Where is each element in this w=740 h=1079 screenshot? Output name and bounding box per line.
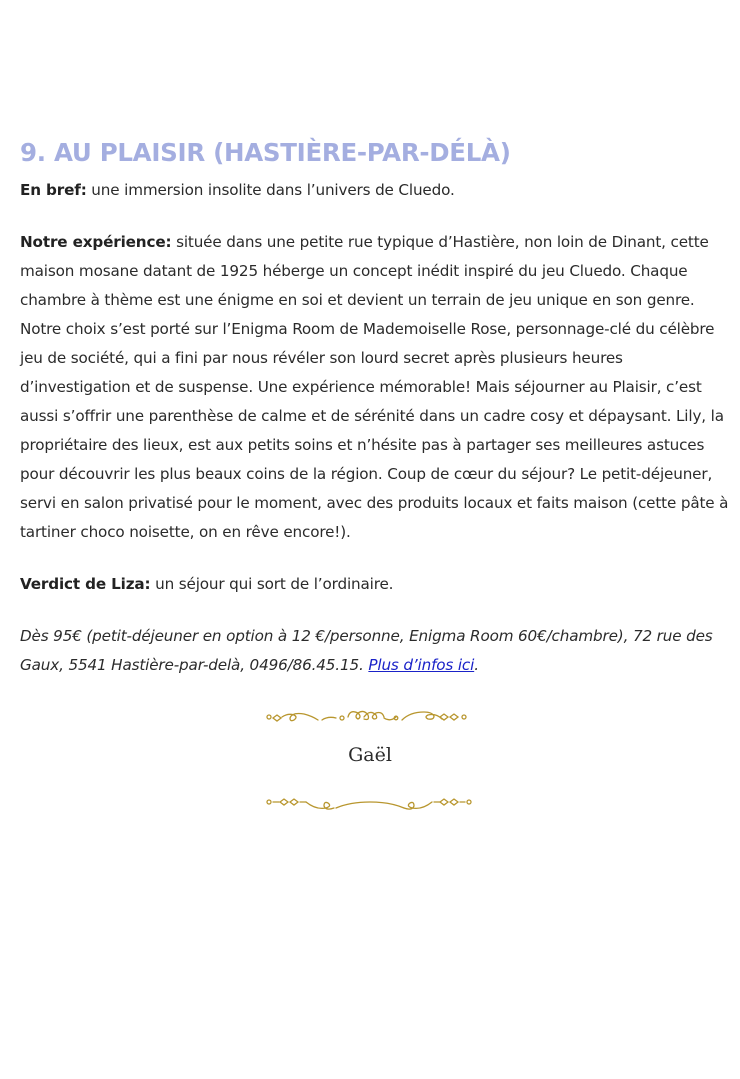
experience-text: située dans une petite rue typique d’Hastière, non loin de Dinant, cette maison mosane datant de 1925 héberge un concept inédit inspiré du jeu Cluedo. Chaque chambre à thème est une énigme en soi et devient un terrain de jeu unique en son genre. Notre choix s’est porté sur l’Enigma Room de Mademoiselle Rose, personnage-clé du célèbre jeu de société, qui a fini par nous révéler son lourd secret après plusieurs heures d’investigation et de suspense. Une expérience mémorable! Mais séjourner au Plaisir, c’est aussi s’offrir une parenthèse de calme et de sérénité dans un cadre cosy et dépaysant. Lily, la propriétaire des lieux, est aux petits soins et n’hésite pas à partager ses meilleures astuces pour découvrir les plus beaux coins de la région. Coup de cœur du séjour? Le petit-déjeuner, servi en salon privatisé pour le moment, avec des produits locaux et faits maison (cette pâte à tartiner choco noisette, on en rêve encore!). xyxy=(20,233,729,541)
section-title: 9. AU PLAISIR (HASTIÈRE-PAR-DÉLÀ) xyxy=(20,138,511,167)
verdict-label: Verdict de Liza: xyxy=(20,575,151,593)
practical-info xyxy=(20,622,732,680)
ornament-divider-bottom-icon xyxy=(264,791,476,815)
bref-label: En bref: xyxy=(20,181,87,199)
bref-paragraph xyxy=(20,176,732,205)
ornament-divider-top-icon xyxy=(264,704,476,728)
experience-paragraph xyxy=(20,228,732,547)
author-signature: Gaël xyxy=(348,744,392,766)
verdict-text: un séjour qui sort de l’ordinaire. xyxy=(150,575,394,593)
more-info-link[interactable]: Plus d’infos ici xyxy=(368,656,475,674)
practical-info-end: . xyxy=(474,656,479,674)
practical-info-text: Dès 95€ (petit-déjeuner en option à 12 €/personne, Enigma Room 60€/chambre), 72 rue des Gaux, 5541 Hastière-par-delà, 0496/86.45.15. xyxy=(20,627,713,674)
experience-label: Notre expérience: xyxy=(20,233,172,251)
verdict-paragraph xyxy=(20,570,732,599)
bref-text: une immersion insolite dans l’univers de Cluedo. xyxy=(86,181,455,199)
